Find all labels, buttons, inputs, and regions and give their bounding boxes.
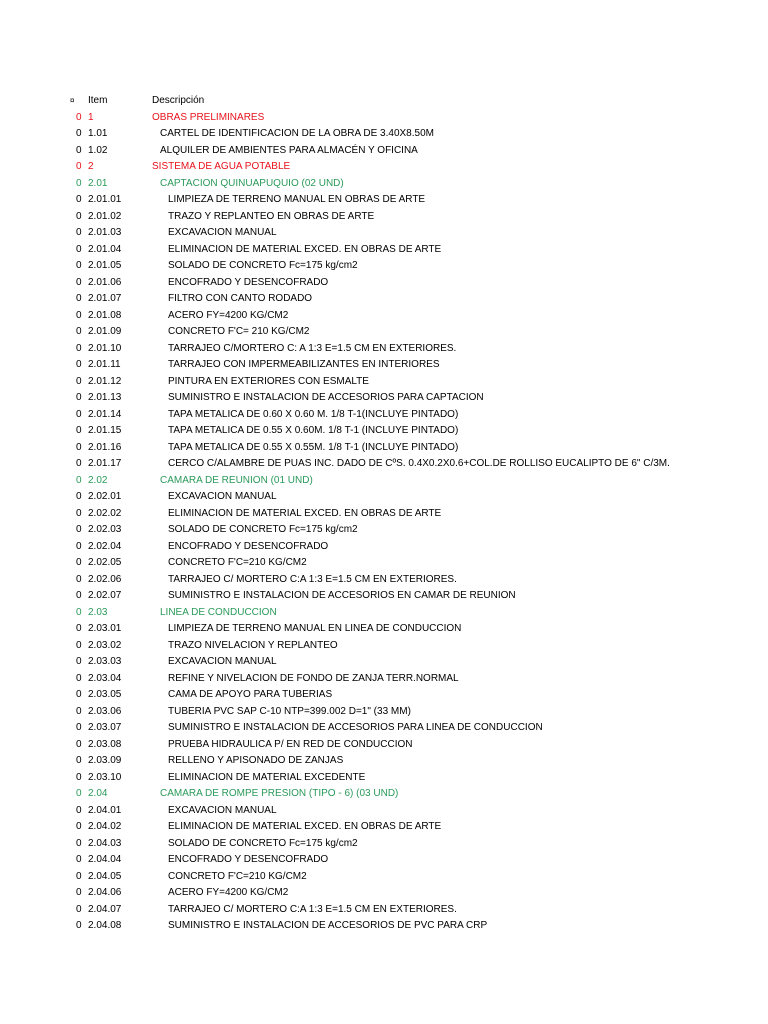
table-row bbox=[0, 852, 768, 869]
row-marker: 0 bbox=[76, 260, 82, 271]
table-row bbox=[0, 869, 768, 886]
item-code: 2.03.05 bbox=[88, 689, 122, 700]
item-description: TARRAJEO C/ MORTERO C:A 1:3 E=1.5 CM EN EXTERIORES. bbox=[168, 903, 457, 915]
item-code: 2.04.06 bbox=[88, 887, 122, 898]
row-marker: 0 bbox=[76, 491, 82, 502]
row-marker: 0 bbox=[76, 441, 82, 453]
item-code: 2.02 bbox=[88, 474, 108, 486]
row-marker: 0 bbox=[76, 623, 82, 634]
table-row bbox=[0, 324, 768, 341]
row-marker: 0 bbox=[76, 111, 82, 123]
item-description: ELIMINACION DE MATERIAL EXCED. EN OBRAS DE ARTE bbox=[168, 821, 442, 832]
item-description: CAMARA DE REUNION (01 UND) bbox=[160, 474, 313, 486]
item-description: PRUEBA HIDRAULICA P/ EN RED DE CONDUCCION bbox=[168, 738, 413, 750]
item-description: TARRAJEO C/MORTERO C: A 1:3 E=1.5 CM EN EXTERIORES. bbox=[168, 342, 457, 354]
header-row bbox=[0, 93, 768, 110]
item-code: 2.01.08 bbox=[88, 309, 122, 321]
item-description: ENCOFRADO Y DESENCOFRADO bbox=[168, 276, 329, 288]
row-marker: 0 bbox=[76, 392, 82, 403]
row-marker: 0 bbox=[76, 144, 82, 156]
item-description: CONCRETO F'C= 210 KG/CM2 bbox=[168, 326, 310, 337]
item-description: TAPA METALICA DE 0.60 X 0.60 M. 1/8 T-1(INCLUYE PINTADO) bbox=[168, 408, 459, 420]
item-code: 2.03.07 bbox=[88, 722, 122, 733]
section-row bbox=[0, 110, 768, 127]
item-description: EXCAVACION MANUAL bbox=[168, 656, 277, 667]
item-code: 2.01.01 bbox=[88, 194, 122, 205]
item-description: ACERO FY=4200 KG/CM2 bbox=[168, 309, 289, 321]
row-marker: 0 bbox=[76, 639, 82, 651]
item-description: ELIMINACION DE MATERIAL EXCED. EN OBRAS DE ARTE bbox=[168, 507, 442, 519]
row-marker: 0 bbox=[76, 359, 82, 370]
table-row bbox=[0, 209, 768, 226]
item-description: CONCRETO F'C=210 KG/CM2 bbox=[168, 557, 307, 568]
row-marker: 0 bbox=[76, 474, 82, 486]
table-row bbox=[0, 225, 768, 242]
item-code: 2.04.05 bbox=[88, 870, 122, 882]
table-row bbox=[0, 143, 768, 160]
table-row bbox=[0, 671, 768, 688]
item-description: TARRAJEO CON IMPERMEABILIZANTES EN INTERIORES bbox=[168, 359, 440, 370]
row-marker: 0 bbox=[76, 161, 82, 172]
item-description: SUMINISTRO E INSTALACION DE ACCESORIOS EN CAMAR DE REUNION bbox=[168, 590, 516, 601]
item-code: 2.04.07 bbox=[88, 903, 122, 915]
item-code: 2.02.05 bbox=[88, 557, 122, 568]
budget-sheet bbox=[0, 93, 768, 935]
table-row bbox=[0, 737, 768, 754]
section-row bbox=[0, 159, 768, 176]
row-marker: 0 bbox=[76, 342, 82, 354]
row-marker: 0 bbox=[76, 788, 82, 799]
item-code: 2.01.13 bbox=[88, 392, 122, 403]
row-marker: 0 bbox=[76, 326, 82, 337]
table-row bbox=[0, 704, 768, 721]
item-code: 2.01.14 bbox=[88, 408, 122, 420]
row-marker: 0 bbox=[76, 656, 82, 667]
row-marker: 0 bbox=[76, 920, 82, 931]
item-description: ENCOFRADO Y DESENCOFRADO bbox=[168, 854, 329, 865]
item-description: TRAZO Y REPLANTEO EN OBRAS DE ARTE bbox=[168, 210, 375, 222]
header-descripcion: Descripción bbox=[152, 95, 205, 106]
item-code: 2.03.04 bbox=[88, 672, 122, 684]
row-marker: 0 bbox=[76, 128, 82, 139]
item-code: 2.01.04 bbox=[88, 243, 122, 255]
item-description: CERCO C/ALAMBRE DE PUAS INC. DADO DE CºS. 0.4X0.2X0.6+COL.DE ROLLISO EUCALIPTO DE 6" C/3M. bbox=[168, 458, 670, 469]
row-marker: 0 bbox=[76, 870, 82, 882]
item-code: 2.02.07 bbox=[88, 590, 122, 601]
item-code: 2.03 bbox=[88, 606, 108, 618]
item-code: 2.03.08 bbox=[88, 738, 122, 750]
item-code: 2.02.02 bbox=[88, 507, 122, 519]
table-row bbox=[0, 902, 768, 919]
item-code: 2.01.06 bbox=[88, 276, 122, 288]
row-marker: 0 bbox=[76, 227, 82, 238]
table-row bbox=[0, 258, 768, 275]
row-marker: 0 bbox=[76, 557, 82, 568]
row-marker: 0 bbox=[76, 837, 82, 849]
table-row bbox=[0, 374, 768, 391]
item-description: SOLADO DE CONCRETO Fc=175 kg/cm2 bbox=[168, 524, 358, 535]
subsection-row bbox=[0, 786, 768, 803]
row-marker: 0 bbox=[76, 672, 82, 684]
table-row bbox=[0, 555, 768, 572]
row-marker: 0 bbox=[76, 903, 82, 915]
item-code: 2.03.09 bbox=[88, 755, 122, 766]
table-row bbox=[0, 588, 768, 605]
item-description: CAMARA DE ROMPE PRESION (TIPO - 6) (03 UND) bbox=[160, 788, 399, 799]
table-row bbox=[0, 440, 768, 457]
item-description: EXCAVACION MANUAL bbox=[168, 227, 277, 238]
item-description: SUMINISTRO E INSTALACION DE ACCESORIOS DE PVC PARA CRP bbox=[168, 920, 488, 931]
item-code: 2.04.02 bbox=[88, 821, 122, 832]
table-row bbox=[0, 803, 768, 820]
item-description: TAPA METALICA DE 0.55 X 0.55M. 1/8 T-1 (INCLUYE PINTADO) bbox=[168, 441, 459, 453]
table-row bbox=[0, 242, 768, 259]
row-marker: 0 bbox=[76, 276, 82, 288]
row-marker: 0 bbox=[76, 524, 82, 535]
row-marker: 0 bbox=[76, 309, 82, 321]
item-description: CONCRETO F'C=210 KG/CM2 bbox=[168, 870, 307, 882]
item-description: TRAZO NIVELACION Y REPLANTEO bbox=[168, 639, 338, 651]
row-marker: 0 bbox=[76, 293, 82, 304]
item-description: FILTRO CON CANTO RODADO bbox=[168, 293, 313, 304]
table-row bbox=[0, 126, 768, 143]
table-row bbox=[0, 753, 768, 770]
row-marker: 0 bbox=[76, 573, 82, 585]
row-marker: 0 bbox=[76, 540, 82, 552]
item-code: 2 bbox=[88, 161, 94, 172]
table-row bbox=[0, 423, 768, 440]
item-description: SOLADO DE CONCRETO Fc=175 kg/cm2 bbox=[168, 837, 358, 849]
item-code: 2.04.01 bbox=[88, 804, 122, 816]
item-description: SOLADO DE CONCRETO Fc=175 kg/cm2 bbox=[168, 260, 358, 271]
item-description: SUMINISTRO E INSTALACION DE ACCESORIOS PARA CAPTACION bbox=[168, 392, 484, 403]
item-description: TARRAJEO C/ MORTERO C:A 1:3 E=1.5 CM EN EXTERIORES. bbox=[168, 573, 457, 585]
item-description: TUBERIA PVC SAP C-10 NTP=399.002 D=1" (33 MM) bbox=[168, 705, 411, 717]
item-description: PINTURA EN EXTERIORES CON ESMALTE bbox=[168, 375, 369, 387]
row-marker: 0 bbox=[76, 375, 82, 387]
item-code: 2.01.10 bbox=[88, 342, 122, 354]
item-description: ALQUILER DE AMBIENTES PARA ALMACÉN Y OFICINA bbox=[160, 144, 418, 156]
table-row bbox=[0, 308, 768, 325]
table-row bbox=[0, 638, 768, 655]
item-code: 2.02.06 bbox=[88, 573, 122, 585]
item-code: 2.02.03 bbox=[88, 524, 122, 535]
item-code: 2.03.01 bbox=[88, 623, 122, 634]
item-description: CARTEL DE IDENTIFICACION DE LA OBRA DE 3.40X8.50M bbox=[160, 128, 434, 139]
row-marker: 0 bbox=[76, 408, 82, 420]
subsection-row bbox=[0, 473, 768, 490]
table-row bbox=[0, 918, 768, 935]
item-code: 2.01 bbox=[88, 177, 108, 189]
item-description: ENCOFRADO Y DESENCOFRADO bbox=[168, 540, 329, 552]
item-code: 1.01 bbox=[88, 128, 108, 139]
item-code: 2.04 bbox=[88, 788, 108, 799]
item-code: 2.03.02 bbox=[88, 639, 122, 651]
row-marker: 0 bbox=[76, 689, 82, 700]
table-row bbox=[0, 489, 768, 506]
table-row bbox=[0, 522, 768, 539]
row-marker: 0 bbox=[76, 425, 82, 436]
subsection-row bbox=[0, 605, 768, 622]
item-code: 2.01.15 bbox=[88, 425, 122, 436]
row-marker: 0 bbox=[76, 771, 82, 783]
item-description: EXCAVACION MANUAL bbox=[168, 491, 277, 502]
table-row bbox=[0, 456, 768, 473]
item-code: 2.01.11 bbox=[88, 359, 121, 370]
table-row bbox=[0, 291, 768, 308]
item-code: 1.02 bbox=[88, 144, 108, 156]
row-marker: 0 bbox=[76, 821, 82, 832]
item-code: 2.01.05 bbox=[88, 260, 122, 271]
row-marker: 0 bbox=[76, 458, 82, 469]
item-description: CAPTACION QUINUAPUQUIO (02 UND) bbox=[160, 177, 344, 189]
item-code: 2.02.01 bbox=[88, 491, 122, 502]
row-marker: 0 bbox=[76, 705, 82, 717]
table-row bbox=[0, 720, 768, 737]
item-description: LINEA DE CONDUCCION bbox=[160, 606, 277, 618]
table-row bbox=[0, 819, 768, 836]
item-list bbox=[0, 110, 768, 935]
item-description: ELIMINACION DE MATERIAL EXCEDENTE bbox=[168, 771, 366, 783]
item-code: 2.03.03 bbox=[88, 656, 122, 667]
table-row bbox=[0, 275, 768, 292]
item-code: 2.01.16 bbox=[88, 441, 122, 453]
item-description: SUMINISTRO E INSTALACION DE ACCESORIOS PARA LINEA DE CONDUCCION bbox=[168, 722, 543, 733]
item-description: ELIMINACION DE MATERIAL EXCED. EN OBRAS DE ARTE bbox=[168, 243, 442, 255]
row-marker: 0 bbox=[76, 210, 82, 222]
item-description: EXCAVACION MANUAL bbox=[168, 804, 277, 816]
item-code: 2.03.06 bbox=[88, 705, 122, 717]
item-description: LIMPIEZA DE TERRENO MANUAL EN LINEA DE CONDUCCION bbox=[168, 623, 462, 634]
item-code: 1 bbox=[88, 111, 94, 123]
table-row bbox=[0, 506, 768, 523]
row-marker: 0 bbox=[76, 854, 82, 865]
table-row bbox=[0, 407, 768, 424]
row-marker: 0 bbox=[76, 722, 82, 733]
row-marker: 0 bbox=[76, 243, 82, 255]
row-marker: 0 bbox=[76, 590, 82, 601]
item-description: LIMPIEZA DE TERRENO MANUAL EN OBRAS DE ARTE bbox=[168, 194, 426, 205]
row-marker: 0 bbox=[76, 755, 82, 766]
table-row bbox=[0, 357, 768, 374]
item-code: 2.01.03 bbox=[88, 227, 122, 238]
row-marker: 0 bbox=[76, 507, 82, 519]
table-row bbox=[0, 621, 768, 638]
item-description: CAMA DE APOYO PARA TUBERIAS bbox=[168, 689, 333, 700]
item-code: 2.04.08 bbox=[88, 920, 122, 931]
row-marker: 0 bbox=[76, 606, 82, 618]
row-marker: 0 bbox=[76, 887, 82, 898]
table-row bbox=[0, 572, 768, 589]
table-row bbox=[0, 654, 768, 671]
table-row bbox=[0, 539, 768, 556]
row-marker: 0 bbox=[76, 738, 82, 750]
item-code: 2.04.04 bbox=[88, 854, 122, 865]
table-row bbox=[0, 390, 768, 407]
item-code: 2.01.12 bbox=[88, 375, 122, 387]
table-row bbox=[0, 687, 768, 704]
item-code: 2.04.03 bbox=[88, 837, 122, 849]
item-code: 2.01.02 bbox=[88, 210, 122, 222]
row-marker: 0 bbox=[76, 177, 82, 189]
item-code: 2.01.07 bbox=[88, 293, 122, 304]
table-row bbox=[0, 341, 768, 358]
header-item: Item bbox=[88, 95, 108, 106]
row-marker: 0 bbox=[76, 804, 82, 816]
table-row bbox=[0, 885, 768, 902]
table-row bbox=[0, 192, 768, 209]
header-marker: ¤ bbox=[70, 96, 75, 105]
item-description: TAPA METALICA DE 0.55 X 0.60M. 1/8 T-1 (INCLUYE PINTADO) bbox=[168, 425, 459, 436]
subsection-row bbox=[0, 176, 768, 193]
row-marker: 0 bbox=[76, 194, 82, 205]
item-code: 2.01.17 bbox=[88, 458, 122, 469]
item-description: OBRAS PRELIMINARES bbox=[152, 111, 265, 123]
table-row bbox=[0, 770, 768, 787]
item-description: REFINE Y NIVELACION DE FONDO DE ZANJA TERR.NORMAL bbox=[168, 672, 459, 684]
item-code: 2.03.10 bbox=[88, 771, 122, 783]
item-code: 2.02.04 bbox=[88, 540, 122, 552]
item-description: ACERO FY=4200 KG/CM2 bbox=[168, 887, 289, 898]
item-description: SISTEMA DE AGUA POTABLE bbox=[152, 161, 291, 172]
item-code: 2.01.09 bbox=[88, 326, 122, 337]
item-description: RELLENO Y APISONADO DE ZANJAS bbox=[168, 755, 344, 766]
table-row bbox=[0, 836, 768, 853]
